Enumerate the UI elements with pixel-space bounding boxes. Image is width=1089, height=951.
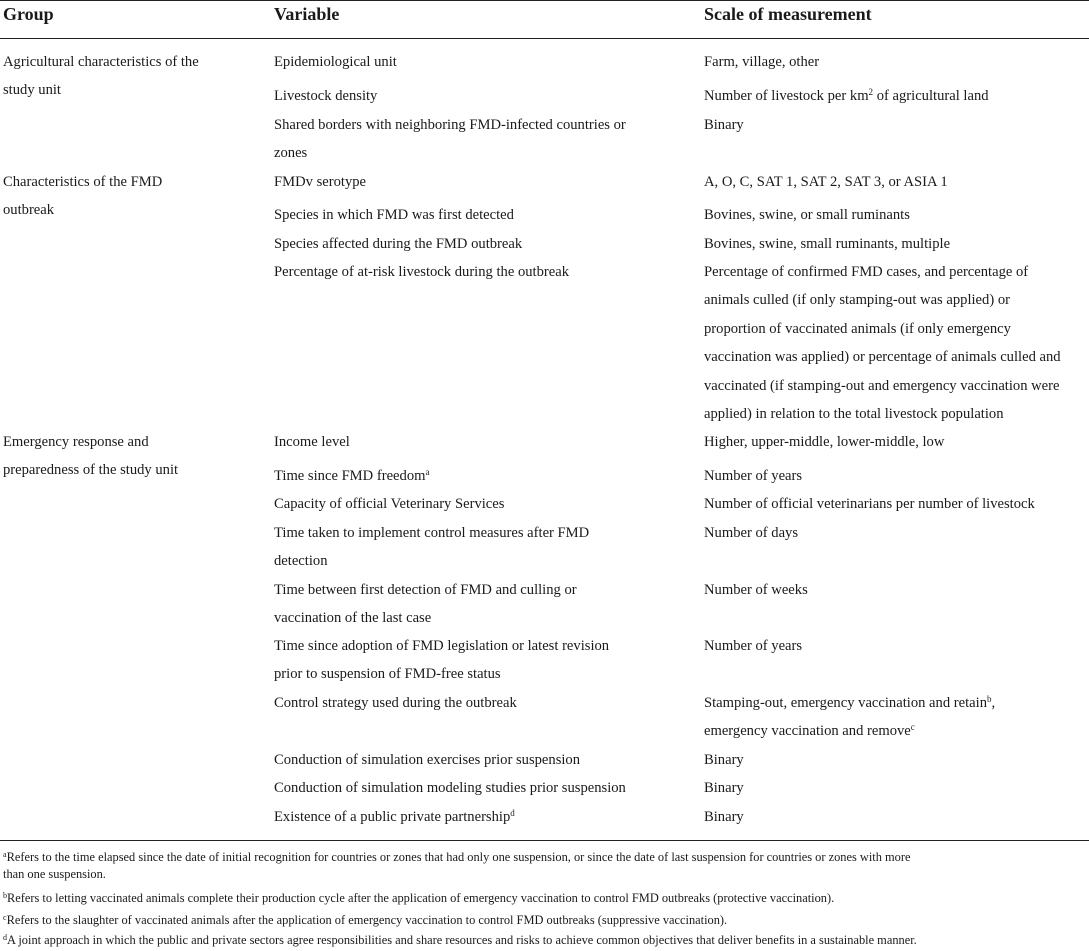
variable-cell: Income level [274,434,350,450]
scale-cell: Higher, upper-middle, lower-middle, low [704,434,945,450]
group-emergency-response: Emergency response and preparedness of the study unit [3,434,179,479]
variable-cell: Time between first detection of FMD and culling or vaccination of the last case [274,582,577,627]
scale-cell: A, O, C, SAT 1, SAT 2, SAT 3, or ASIA 1 [704,174,948,190]
variable-cell: Time since adoption of FMD legislation or latest revision prior to suspension of FMD-free status [274,638,610,683]
scale-cell: Binary [704,780,744,796]
variable-cell: Shared borders with neighboring FMD-infected countries or zones [274,117,626,162]
table-header-rule [0,38,1089,39]
scale-cell: Binary [704,752,744,768]
footnote-d: $^d$A joint approach in which the public and private sectors agree responsibilities and share resources and risks to achieve common objectives that deliver benefits in a sustainable manner. [3,933,917,947]
variable-cell: Percentage of at-risk livestock during the outbreak [274,264,570,280]
scale-cell: Binary [704,117,744,133]
footnote-a: $^a$Refers to the time elapsed since the date of initial recognition for countries or zones that had only one suspension, or since the date of last suspension for countries or zones with more than one suspension. [3,850,911,881]
variable-cell: Species in which FMD was first detected [274,207,514,223]
header-scale: Scale of measurement [704,4,872,24]
variable-cell: Conduction of simulation modeling studies prior suspension [274,780,626,796]
scale-cell: Bovines, swine, small ruminants, multiple [704,236,951,252]
scale-cell: Farm, village, other [704,54,820,70]
scale-cell: Binary [704,809,744,825]
scale-cell: Stamping-out, emergency vaccination and retain$^b$, emergency vaccination and remove$^c$ [704,694,996,740]
variable-cell: Existence of a public private partnership$^d$ [274,808,515,825]
variable-cell: Conduction of simulation exercises prior suspension [274,752,581,768]
variable-cell: FMDv serotype [274,174,367,190]
scale-cell: Number of years [704,638,803,654]
variable-cell: Species affected during the FMD outbreak [274,236,523,252]
header-variable: Variable [274,4,340,24]
variable-cell: Epidemiological unit [274,54,397,70]
scale-cell: Number of days [704,525,799,541]
table-bottom-rule [0,840,1089,841]
header-group: Group [3,4,54,24]
footnote-c: $^c$Refers to the slaughter of vaccinated animals after the application of emergency vaccination to control FMD outbreaks (suppressive vaccination). [3,913,728,927]
scale-cell: Number of weeks [704,582,808,598]
variable-cell: Control strategy used during the outbreak [274,695,517,711]
scale-cell: Bovines, swine, or small ruminants [704,207,910,223]
variable-cell: Time taken to implement control measures after FMD detection [274,525,590,570]
scale-cell: Number of livestock per $km^2$ of agricultural land [704,87,989,104]
group-agricultural: Agricultural characteristics of the study unit [3,54,199,99]
scale-cell: Number of official veterinarians per number of livestock [704,496,1035,512]
scale-cell: Percentage of confirmed FMD cases, and percentage of animals culled (if only stamping-out was applied) or proportion of vaccinated animals (if only emergency vaccination was applied) or percentage of animals culled and vaccinated (if stamping-out and emergency vaccination were applied) in relation to the total livestock population [704,264,1061,423]
variable-cell: Livestock density [274,88,378,104]
scale-cell: Number of years [704,468,803,484]
variable-cell: Time since FMD freedom$^a$ [274,467,430,484]
footnote-b: $^b$Refers to letting vaccinated animals complete their production cycle after the application of emergency vaccination to control FMD outbreaks (protective vaccination). [3,891,835,905]
variable-cell: Capacity of official Veterinary Services [274,496,505,512]
group-outbreak: Characteristics of the FMD outbreak [3,174,163,219]
